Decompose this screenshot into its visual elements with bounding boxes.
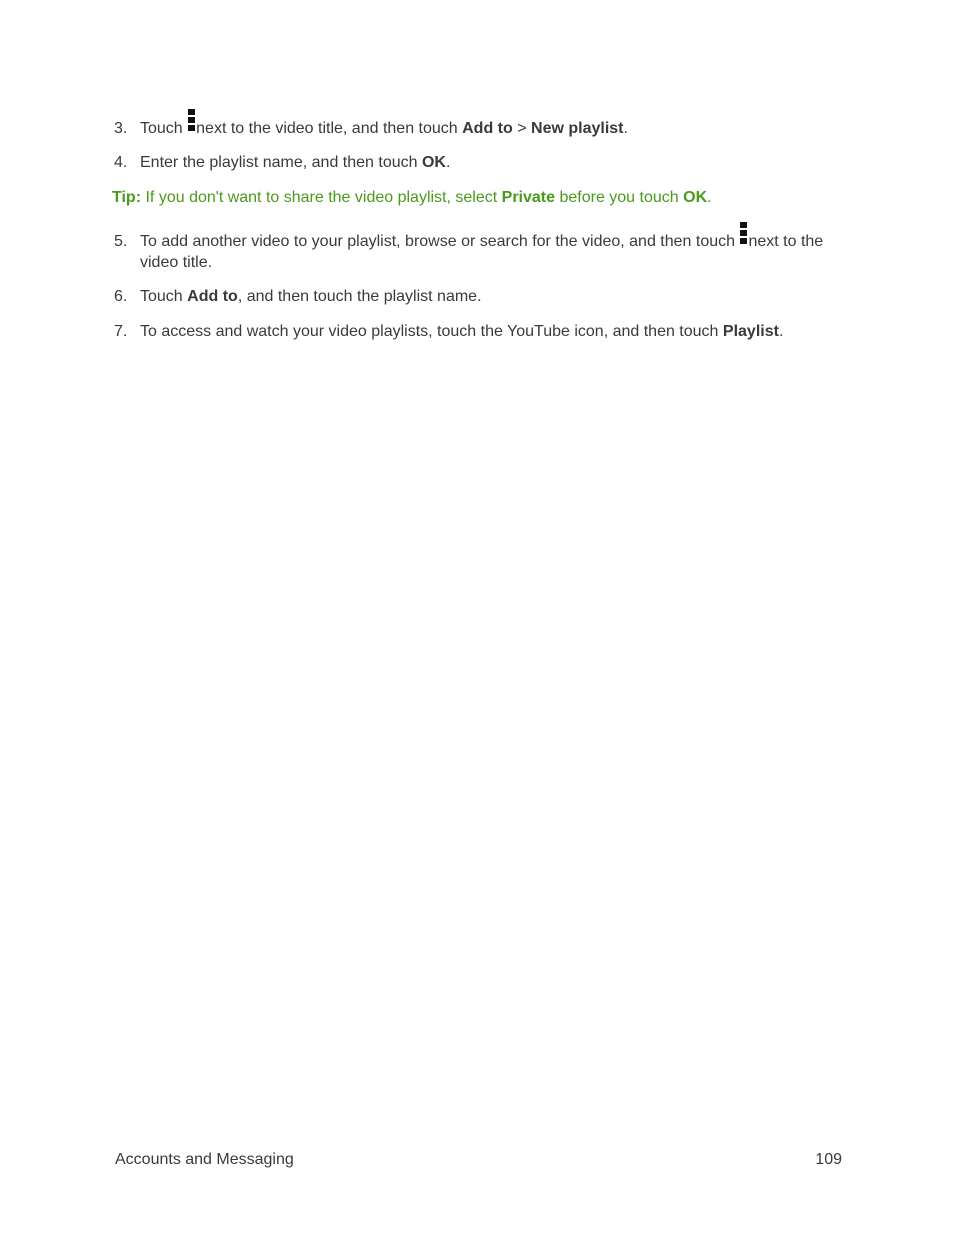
add-to-label: Add to (187, 288, 238, 305)
menu-icon (740, 231, 747, 252)
footer-page-number: 109 (815, 1151, 842, 1168)
ok-label: OK (683, 189, 708, 206)
step-text: Touch Add to, and then touch the playlist name. (140, 288, 482, 305)
step-5 (114, 231, 844, 273)
step-number: 4. (114, 154, 128, 171)
step-4 (114, 152, 844, 173)
private-label: Private (501, 189, 556, 206)
step-6 (114, 286, 844, 307)
step-text: To add another video to your playlist, browse or search for the video, and then touch next to the video title. (140, 231, 844, 273)
step-number: 6. (114, 288, 128, 305)
step-number: 7. (114, 323, 128, 340)
step-number: 3. (114, 120, 128, 137)
tip-label: Tip: (112, 189, 142, 206)
step-text: Enter the playlist name, and then touch OK. (140, 154, 451, 171)
add-to-label: Add to (462, 120, 513, 137)
step-text: Touch next to the video title, and then touch Add to > New playlist. (140, 118, 844, 139)
step-3 (114, 118, 844, 139)
playlist-label: Playlist (722, 323, 779, 340)
step-text: To access and watch your video playlists, touch the YouTube icon, and then touch Playlist. (140, 323, 784, 340)
tip-note: Tip: If you don't want to share the video playlist, select Private before you touch OK. (112, 189, 712, 206)
step-number: 5. (114, 233, 128, 250)
footer-section-title: Accounts and Messaging (115, 1151, 294, 1168)
ok-label: OK (421, 154, 446, 171)
step-7 (114, 321, 844, 342)
menu-icon (188, 118, 195, 139)
new-playlist-label: New playlist (531, 120, 624, 137)
